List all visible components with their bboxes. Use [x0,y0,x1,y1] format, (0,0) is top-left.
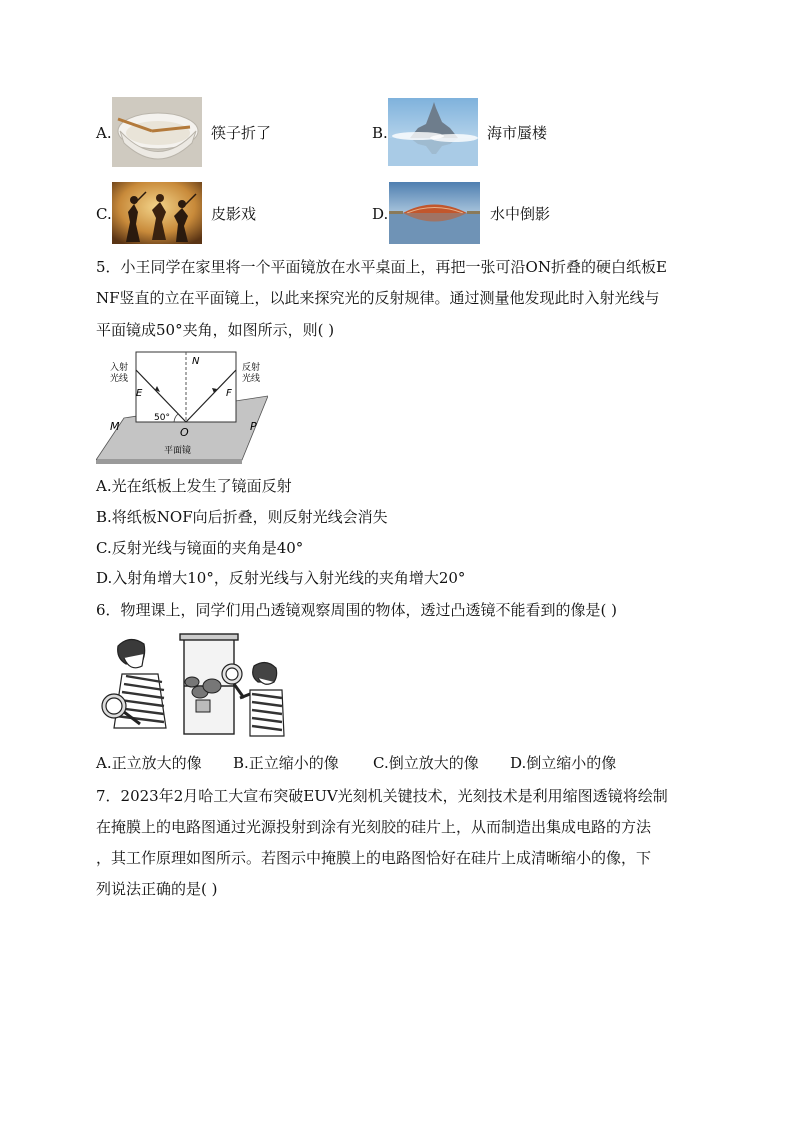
q7-stem-line-2: 在掩膜上的电路图通过光源投射到涂有光刻胶的硅片上，从而制造出集成电路的方法 [96,818,652,836]
q7-stem-line-3: ，其工作原理如图所示。若图示中掩膜上的电路图恰好在硅片上成清晰缩小的像，下 [96,849,652,867]
shadow-play-photo [112,182,202,244]
q5-option-c: C.反射光线与镜面的夹角是40° [96,539,304,557]
q5-stem-line-2: NF竖直的立在平面镜上，以此来探究光的反射规律。通过测量他发现此时入射光线与 [96,289,660,307]
q5-stem-line-1: 5．小王同学在家里将一个平面镜放在水平桌面上，再把一张可沿ON折叠的硬白纸板E [96,258,667,276]
q5-reflection-diagram [96,348,268,466]
option-letter: D. [372,205,389,223]
reflected-label-1: 反射 [242,363,261,373]
label-E: E [136,388,143,399]
q6-option-c: C.倒立放大的像 [373,754,479,772]
option-label: 海市蜃楼 [487,124,548,142]
incident-label-2: 光线 [110,374,129,384]
q6-option-b: B.正立缩小的像 [233,754,339,772]
label-P: P [250,420,257,433]
q6-option-a: A.正立放大的像 [96,754,202,772]
label-F: F [226,388,232,399]
reflected-label-2: 光线 [242,374,261,384]
q6-stem: 6．物理课上，同学们用凸透镜观察周围的物体，透过凸透镜不能看到的像是( ) [96,601,618,619]
option-label: 水中倒影 [490,205,551,223]
student-at-window [240,662,284,736]
option-label: 皮影戏 [211,205,257,223]
q6-options [96,752,656,774]
option-letter: C. [96,205,112,223]
water-reflection-photo [389,182,480,244]
label-O: O [180,426,189,439]
mirage-photo [388,98,478,166]
option-letter: A. [96,124,112,142]
q6-convex-lens-illustration [100,632,286,740]
chopsticks-in-bowl-photo [112,97,202,167]
label-M: M [110,420,120,433]
q5-option-b: B.将纸板NOF向后折叠，则反射光线会消失 [96,508,388,526]
incident-label-1: 入射 [110,363,129,373]
mirror-edge [96,460,242,464]
q5-stem-line-3: 平面镜成50°夹角，如图所示，则( ) [96,321,335,339]
mirror-label: 平面镜 [164,446,192,456]
q6-option-d: D.倒立缩小的像 [510,754,617,772]
option-letter: B. [372,124,388,142]
label-N: N [192,356,200,367]
student-with-magnifier [102,639,166,728]
q5-option-d: D.入射角增大10°，反射光线与入射光线的夹角增大20° [96,569,466,587]
option-label: 筷子折了 [211,124,272,142]
q7-stem-line-1: 7．2023年2月哈工大宣布突破EUV光刻机关键技术，光刻技术是利用缩图透镜将绘制 [96,787,668,805]
q7-stem-line-4: 列说法正确的是( ) [96,880,218,898]
q5-option-a: A.光在纸板上发生了镜面反射 [96,477,292,495]
angle-label: 50° [154,413,170,423]
